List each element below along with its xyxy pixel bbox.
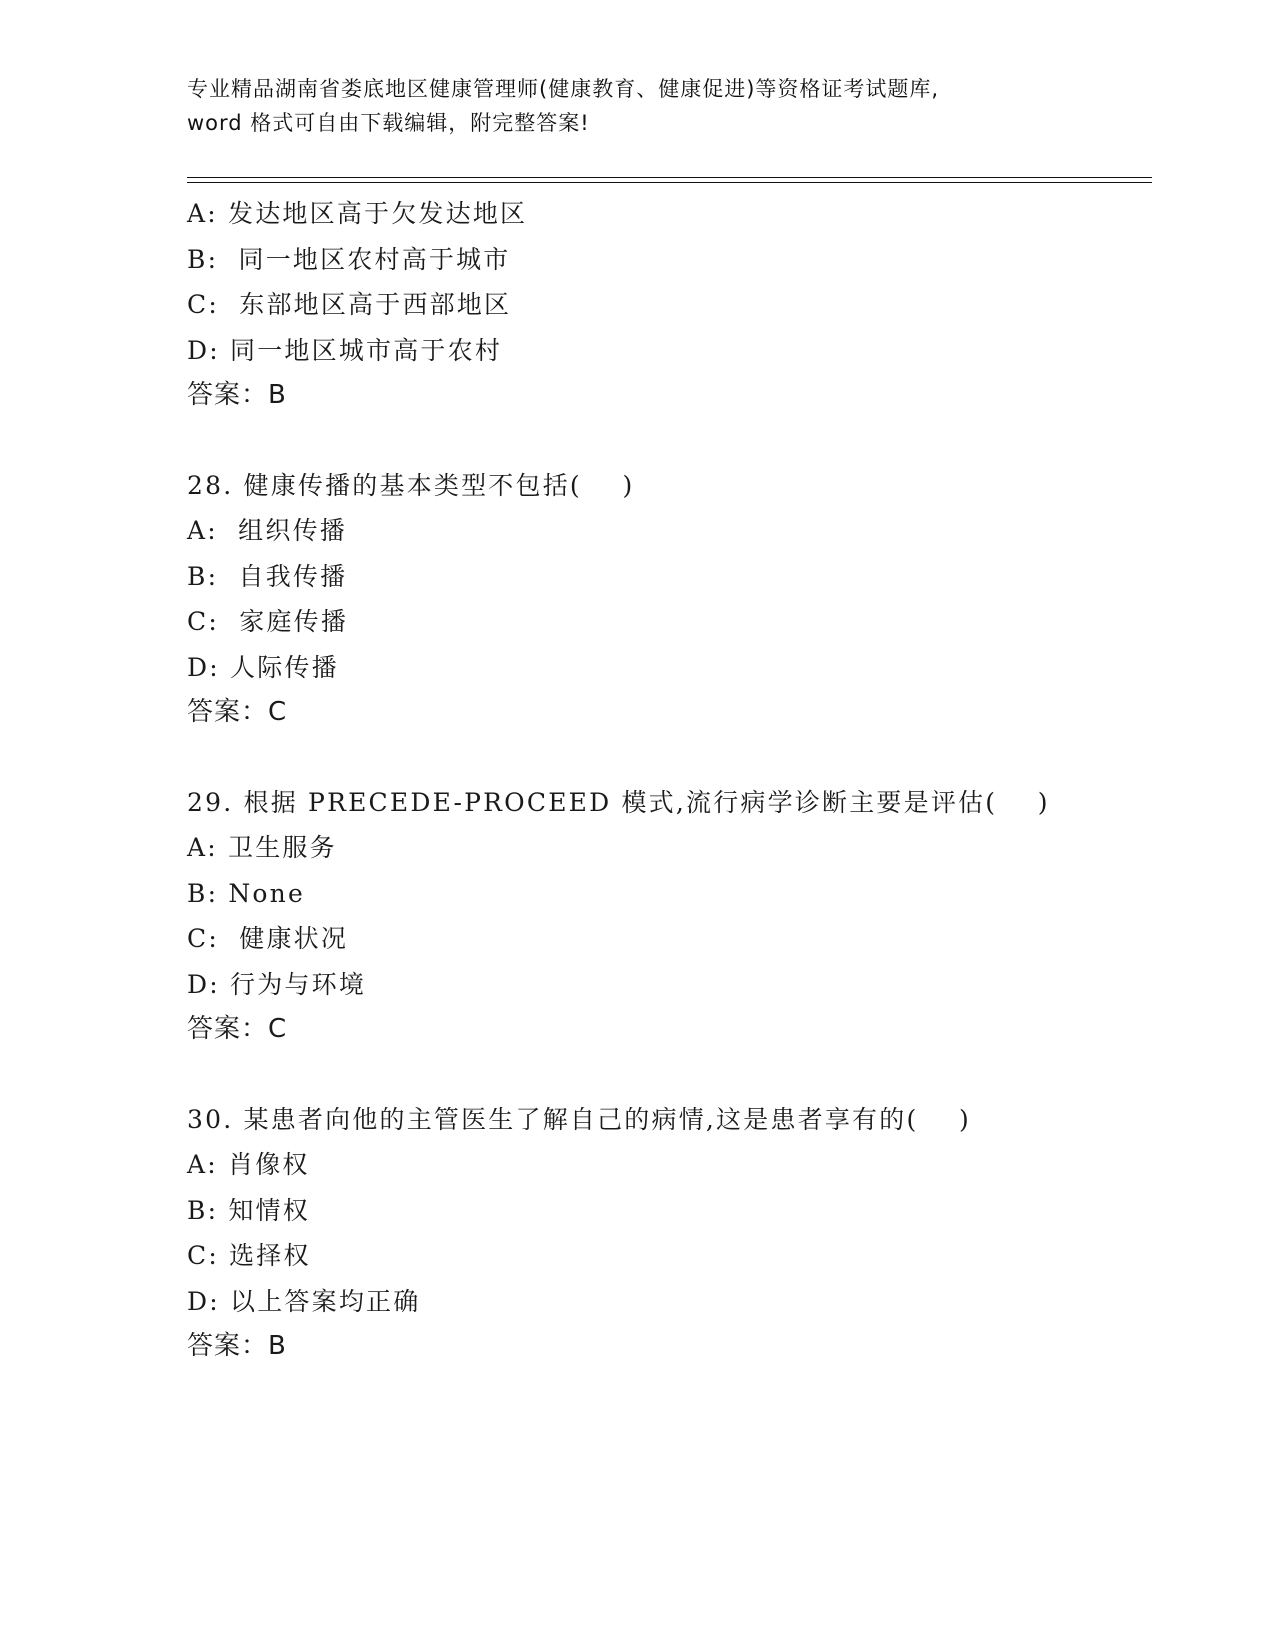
question-27 [187,191,1152,419]
question-30 [187,1097,1152,1370]
answer-line: 答案：C [187,1014,288,1044]
option-a: A: 卫生服务 [187,833,337,862]
answer-line: 答案：B [187,380,287,410]
option-c: C: 东部地区高于西部地区 [187,290,512,319]
option-b: B: 自我传播 [187,561,348,591]
option-c: C: 选择权 [187,1241,311,1270]
option-c: C: 家庭传播 [187,607,349,636]
option-a: A: 发达地区高于欠发达地区 [187,199,528,228]
question-text: 30. 某患者向他的主管医生了解自己的病情,这是患者享有的( ) [187,1104,971,1134]
question-text: 29. 根据 PRECEDE-PROCEED 模式,流行病学诊断主要是评估( ) [187,787,1050,817]
option-b: B: 知情权 [187,1195,310,1225]
header-divider-top [187,177,1152,178]
option-b: B: None [187,878,305,908]
option-a: A: 组织传播 [187,516,347,545]
question-list [187,191,1152,1370]
spacer [187,1053,1152,1097]
option-c: C: 健康状况 [187,924,349,953]
question-text: 28. 健康传播的基本类型不包括( ) [187,470,635,500]
question-28 [187,463,1152,736]
option-d: D: 行为与环境 [187,969,367,999]
header-divider-bottom [187,182,1152,183]
option-d: D: 人际传播 [187,652,339,682]
option-d: D: 同一地区城市高于农村 [187,335,503,365]
document-header [187,72,1087,140]
answer-line: 答案：B [187,1331,287,1361]
option-d: D: 以上答案均正确 [187,1286,421,1316]
option-b: B: 同一地区农村高于城市 [187,244,511,274]
spacer [187,419,1152,463]
header-line-2: word 格式可自由下载编辑，附完整答案! [187,111,590,135]
header-line-1: 专业精品湖南省娄底地区健康管理师(健康教育、健康促进)等资格证考试题库, [187,77,940,101]
spacer [187,736,1152,780]
option-a: A: 肖像权 [187,1150,310,1179]
answer-line: 答案：C [187,697,288,727]
question-29 [187,780,1152,1053]
